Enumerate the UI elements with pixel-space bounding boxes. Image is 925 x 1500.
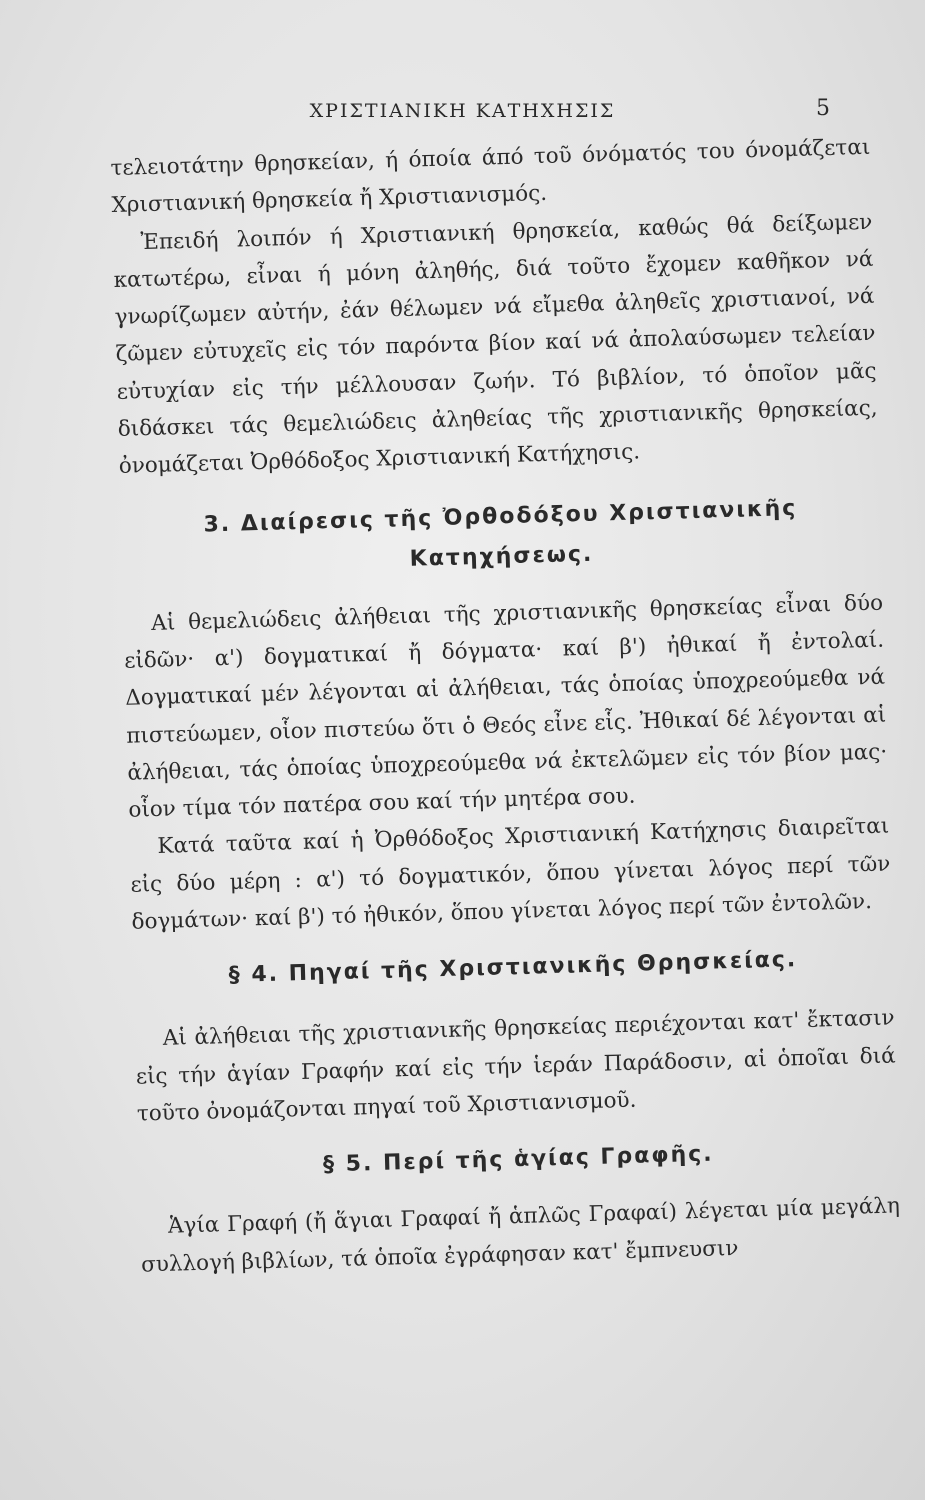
page-body (110, 129, 901, 1284)
paragraph-religion-knowledge: Ἐπειδή λοιπόν ή Χριστιανική θρησκεία, καθώς θά δείξωμεν κατωτέρω, εἶναι ή μόνη ἀληθής, διά τοῦτο ἔχομεν καθῆκον νά γνωρίζωμεν αὐτήν, ἐάν θέλωμεν νά εἴμεθα ἀληθεῖς χριστιανοί, νά ζῶμεν εὐτυχεῖς εἰς τόν παρόντα βίον καί νά ἀπολαύσωμεν τελείαν εὐτυχίαν εἰς τήν μέλλουσαν ζωήν. Τό βιβλίον, τό ὁποῖον μᾶς διδάσκει τάς θεμελιώδεις ἀληθείας τῆς χριστιανικῆς θρησκείας, ὀνομάζεται Ὀρθόδοξος Χριστιανική Κατήχησις. (113, 209, 878, 480)
running-head: ΧΡΙΣΤΙΑΝΙΚΗ ΚΑΤΗΧΗΣΙΣ (309, 100, 616, 122)
paragraph-holy-scripture: Ἁγία Γραφή (ἤ ἅγιαι Γραφαί ἤ ἁπλῶς Γραφαί) λέγεται μία μεγάλη συλλογή βιβλίων, τά ὁποῖα ἐγράφησαν κατ' ἔμπνευσιν (140, 1193, 901, 1278)
section-5-heading: § 5. Περί τῆς ἁγίας Γραφῆς. (322, 1141, 714, 1178)
paragraph-catechism-division: Κατά ταῦτα καί ἡ Ὀρθόδοξος Χριστιανική Κατήχησις διαιρεῖται εἰς δύο μέρη : α') τό δογματικόν, ὅπου γίνεται λόγος περί τῶν δογμάτων· καί β') τό ἠθικόν, ὅπου γίνεται λόγος περί τῶν ἐντολῶν. (130, 813, 891, 935)
paragraph-continuation: τελειοτάτην θρησκείαν, ή όποία άπό τοῦ όνόματός του όνομάζεται Χριστιανική θρησκεία ἤ Χριστιανισμός. (110, 134, 871, 219)
paragraph-sources: Αἱ ἀλήθειαι τῆς χριστιανικῆς θρησκείας περιέχονται κατ' ἔκτασιν εἰς τήν ἁγίαν Γραφήν καί εἰς τήν ἱεράν Παράδοσιν, αἱ ὁποῖαι διά τοῦτο ὀνομάζονται πηγαί τοῦ Χριστιανισμοῦ. (135, 1005, 896, 1127)
section-3-heading-line2: Κατηχήσεως. (409, 541, 594, 572)
section-4-heading: § 4. Πηγαί τῆς Χριστιανικῆς Θρησκείας. (228, 947, 798, 989)
section-3-heading-line1: 3. Διαίρεσις τῆς Ὀρθοδόξου Χριστιανικῆς (203, 495, 798, 538)
page-number: 5 (816, 96, 830, 121)
paragraph-fundamental-truths: Αἱ θεμελιώδεις ἀλήθειαι τῆς χριστιανικῆς θρησκείας εἶναι δύο εἰδῶν· α') δογματικαί ἤ δόγματα· καί β') ἠθικαί ἤ ἐντολαί. Δογματικαί μέν λέγονται αἱ ἀλήθειαι, τάς ὁποίας ὑποχρεούμεθα νά πιστεύωμεν, οἷον πιστεύω ὅτι ὁ Θεός εἶνε εἷς. Ἠθικαί δέ λέγονται αἱ ἀλήθειαι, τάς ὁποίας ὑποχρεούμεθα νά ἐκτελῶμεν εἰς τόν βίον μας· οἷον τίμα τόν πατέρα σου καί τήν μητέρα σου. (123, 590, 888, 823)
